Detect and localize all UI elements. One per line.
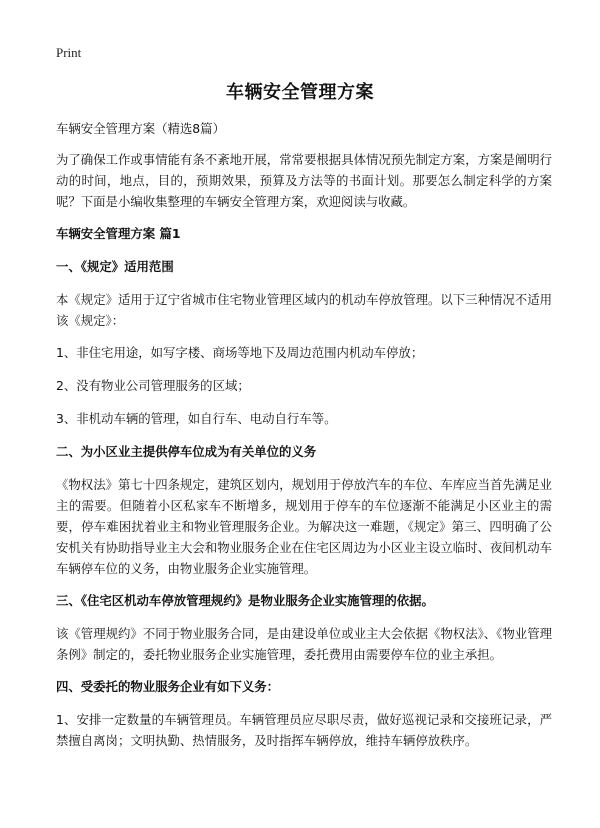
section-1-body: 本《规定》适用于辽宁省城市住宅物业管理区域内的机动车停放管理。以下三种情况不适用该《规定》： xyxy=(56,292,552,328)
article-heading: 车辆安全管理方案 篇1 xyxy=(56,226,181,241)
section-2-body: 《物权法》第七十四条规定，建筑区划内，规划用于停放汽车的车位、车库应当首先满足业主的需要。但随着小区私家车不断增多，规划用于停车的车位逐渐不能满足小区业主的需要，停车难困扰着业主和物业管理服务企业。为解决这一难题，《规定》第三、四明确了公安机关有协助指导业主大会和物业服务企业在住宅区周边为小区业主设立临时、夜间机动车车辆停车位的义务，由物业服务企业实施管理。 xyxy=(56,477,552,576)
section-3-heading: 三、《住宅区机动车停放管理规约》是物业服务企业实施管理的依据。 xyxy=(56,593,434,608)
section-4-body: 1、安排一定数量的车辆管理员。车辆管理员应尽职尽责，做好巡视记录和交接班记录，严禁擅自离岗；文明执勤、热情服务，及时指挥车辆停放，维持车辆停放秩序。 xyxy=(56,712,552,748)
section-1-item-1: 1、非住宅用途，如写字楼、商场等地下及周边范围内机动车停放； xyxy=(56,345,424,360)
document-body xyxy=(56,118,552,762)
section-1-item-2: 2、没有物业公司管理服务的区域； xyxy=(56,378,250,393)
section-3-body: 该《管理规约》不同于物业服务合同，是由建设单位或业主大会依据《物权法》、《物业管理条例》制定的，委托物业服务企业实施管理，委托费用由需要停车位的业主承担。 xyxy=(56,626,552,662)
intro-paragraph: 为了确保工作或事情能有条不紊地开展，常常要根据具体情况预先制定方案，方案是阐明行动的时间，地点，目的，预期效果，预算及方法等的书面计划。那要怎么制定科学的方案呢？下面是小编收集整理的车辆安全管理方案，欢迎阅读与收藏。 xyxy=(56,152,552,209)
section-2-heading: 二、为小区业主提供停车位成为有关单位的义务 xyxy=(56,444,317,459)
page-title: 车辆安全管理方案 xyxy=(226,82,374,103)
print-label: Print xyxy=(56,45,82,60)
section-1-heading: 一、《规定》适用范围 xyxy=(56,259,174,274)
section-1-item-3: 3、非机动车辆的管理，如自行车、电动自行车等。 xyxy=(56,411,337,426)
section-4-heading: 四、受委托的物业服务企业有如下义务： xyxy=(56,679,280,694)
document-subtitle: 车辆安全管理方案（精选8篇） xyxy=(56,121,225,136)
